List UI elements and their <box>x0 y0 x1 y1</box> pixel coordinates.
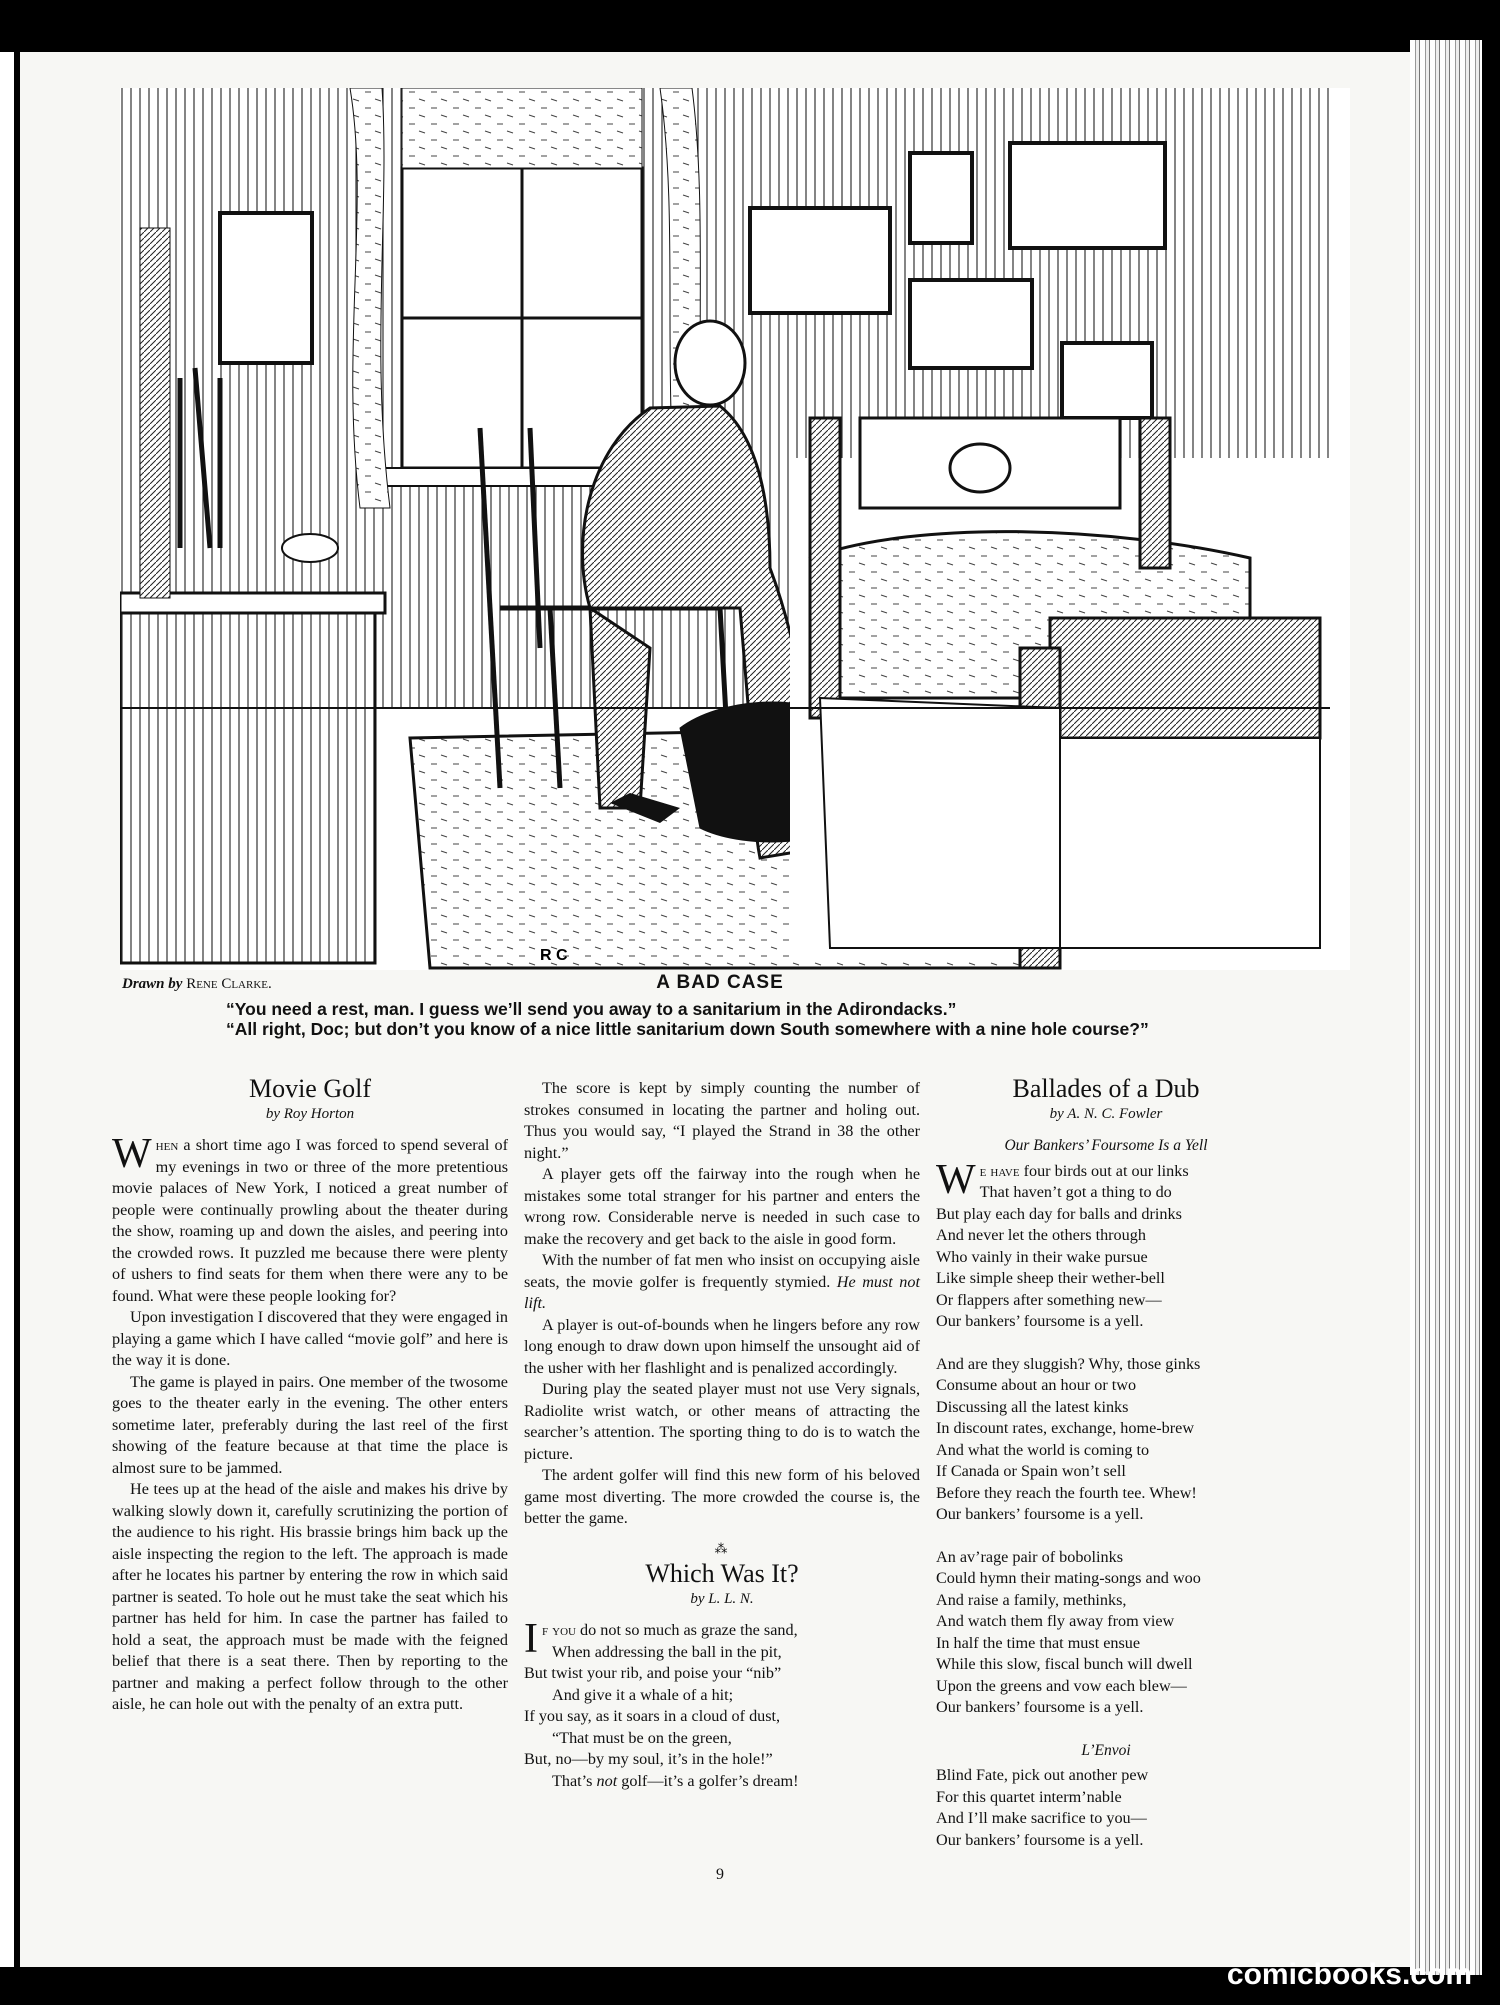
verse-line: But twist your rib, and poise your “nib” <box>524 1664 782 1682</box>
verse-line: In discount rates, exchange, home-brew <box>936 1419 1195 1437</box>
verse-line: Could hymn their mating-songs and woo <box>936 1569 1201 1587</box>
site-watermark: comicbooks.com <box>1226 1958 1472 1991</box>
caption-line-2: “All right, Doc; but don’t you know of a nice little sanitarium down South somewhere with a nine hole course?” <box>226 1019 1149 1039</box>
ornament: ⁂ <box>714 1540 730 1556</box>
book-page-edges <box>1410 40 1482 1975</box>
poem-title: Which Was It? <box>645 1559 799 1588</box>
emphasis: not <box>596 1771 618 1790</box>
verse-line: And what the world is coming to <box>936 1440 1150 1459</box>
stanza-3 <box>936 1547 1276 1719</box>
drop-cap: W <box>936 1156 976 1203</box>
verse-line: If Canada or Spain won’t sell <box>936 1462 1126 1480</box>
paragraph: A player is out-of-bounds when he lingers before any row long enough to draw down upon himself the unsought aid of the usher with her flashlight and is penalized accordingly. <box>524 1315 920 1377</box>
movie-golf-continued <box>524 1078 920 1792</box>
verse-line: “That must be on the green, <box>552 1728 732 1747</box>
poem-title: Ballades of a Dub <box>1012 1074 1200 1103</box>
paragraph: A player gets off the fairway into the rough when he mistakes some total stranger for his partner and enters the wrong row. Considerable nerve is needed in such case to make the recovery and get back to the aisle in good form. <box>524 1165 920 1248</box>
verse-line: But play each day for balls and drinks <box>936 1204 1182 1223</box>
paragraph: During play the seated player must not use Very signals, Radiolite wrist watch, or other means of attracting the searcher’s attention. The sporting thing to do is to watch the picture. <box>524 1380 920 1463</box>
verse-line: Like simple sheep their wether-bell <box>936 1269 1165 1287</box>
article-byline: by Roy Horton <box>265 1105 355 1122</box>
verse-line: And give it a whale of a hit; <box>552 1685 734 1704</box>
drop-cap: I <box>524 1616 538 1662</box>
paragraph: He tees up at the head of the aisle and makes his drive by walking slowly down it, carefully scrutinizing the portion of the audience to his right. His brassie brings him back up the aisle inspecting the region to the left. The approach is made after he locates his partner by entering the row in which said partner is seated. To hole out he must take the seat which his partner has held for him. In case the partner has failed to hold a seat, the approach must be made with the feigned belief that there is a seat there. Then by reporting to the partner and making a perfect follow through to the other aisle, he can hole out with the penalty of an extra putt. <box>112 1480 508 1713</box>
poem-byline: by A. N. C. Fowler <box>1049 1105 1163 1122</box>
paragraph: a short time ago I was forced to spend several of my evenings in two or three of the more pretentious movie palaces of New York, I noticed a great number of people were continually prowling about the theater during the show, roaming up and down the aisles, and peering into the crowded rows. It puzzled me because there were plenty of ushers to find seats for them when there were any to be found. What were these people looking for? <box>112 1136 508 1305</box>
credit-name: Rene Clarke. <box>186 976 272 992</box>
verse-line: In half the time that must ensue <box>936 1633 1141 1652</box>
caption-line-1: “You need a rest, man. I guess we’ll send you away to a sanitarium in the Adirondacks.” <box>226 999 957 1019</box>
movie-golf-article <box>112 1074 508 1716</box>
verse-line: Upon the greens and vow each blew— <box>936 1676 1187 1695</box>
verse-line: Our bankers’ foursome is a yell. <box>936 1698 1144 1716</box>
verse-line: But, no—by my soul, it’s in the hole!” <box>524 1750 773 1768</box>
verse-line: And I’ll make sacrifice to you— <box>936 1809 1147 1827</box>
stanza-2 <box>936 1354 1276 1526</box>
paragraph: The ardent golfer will find this new form of his beloved game most diverting. The more crowded the course is, the better the game. <box>524 1466 920 1527</box>
verse-line: That haven’t got a thing to do <box>979 1183 1172 1201</box>
stanza-1 <box>936 1156 1276 1333</box>
left-page-edge <box>0 52 14 1967</box>
envoi-stanza <box>936 1765 1276 1851</box>
envoi-title: L’Envoi <box>1081 1741 1131 1759</box>
poem-verse <box>524 1616 920 1792</box>
poem-byline: by L. L. N. <box>690 1590 754 1607</box>
verse-line <box>524 1771 920 1793</box>
verse-line: And watch them fly away from view <box>936 1612 1175 1630</box>
verse-line: Who vainly in their wake pursue <box>936 1247 1148 1266</box>
verse-line: four birds out at our links <box>1019 1161 1189 1180</box>
paragraph: Upon investigation I discovered that they were engaged in playing a game which I have called “movie golf” and here is the way it is done. <box>112 1308 508 1369</box>
credit-prefix: Drawn by <box>122 976 183 992</box>
verse-line: Discussing all the latest kinks <box>936 1397 1129 1416</box>
lead-word: e have <box>979 1161 1020 1180</box>
verse-line: When addressing the ball in the pit, <box>552 1642 782 1661</box>
verse-line: Blind Fate, pick out another pew <box>936 1766 1149 1784</box>
verse-line: Our bankers’ foursome is a yell. <box>936 1312 1144 1330</box>
verse-line: do not so much as graze the sand, <box>576 1621 798 1639</box>
paragraph <box>524 1250 920 1315</box>
emphasis: He must not lift. <box>524 1272 920 1312</box>
verse-line: Our bankers’ foursome is a yell. <box>936 1505 1144 1523</box>
verse-text: That’s <box>552 1771 597 1790</box>
verse-line: And are they sluggish? Why, those ginks <box>936 1354 1201 1373</box>
paragraph: The game is played in pairs. One member of the twosome goes to the theater early in the evening. The other enters sometime later, preferably during the last reel of the first showing of the feature because at that time the place is almost sure to be jammed. <box>112 1372 508 1477</box>
verse-line: Before they reach the fourth tee. Whew! <box>936 1483 1197 1502</box>
verse-text: golf—it’s a golfer’s dream! <box>617 1771 799 1790</box>
verse-line: Our bankers’ foursome is a yell. <box>936 1830 1144 1849</box>
paragraph-text: With the number of fat men who insist on occupying aisle seats, the movie golfer is frequently stymied. <box>524 1251 920 1291</box>
verse-line: If you say, as it soars in a cloud of dust, <box>524 1707 781 1725</box>
drop-cap: W <box>112 1131 152 1177</box>
verse-line: Or flappers after something new— <box>936 1290 1162 1309</box>
paragraph: The score is kept by simply counting the number of strokes consumed in locating the partner and holing out. Thus you would say, “I played the Strand in 38 the other night.” <box>524 1079 920 1162</box>
cartoon-title: A BAD CASE <box>656 972 784 993</box>
verse-line: And raise a family, methinks, <box>936 1590 1127 1609</box>
verse-line: And never let the others through <box>936 1226 1146 1244</box>
article-title: Movie Golf <box>248 1074 372 1103</box>
page-number: 9 <box>716 1866 724 1883</box>
verse-line: An av’rage pair of bobolinks <box>936 1547 1124 1566</box>
bed-with-patient <box>790 418 1330 968</box>
cartoon-illustration <box>120 88 1350 970</box>
verse-line: Consume about an hour or two <box>936 1376 1137 1394</box>
cartoon-caption <box>182 999 1302 1039</box>
lead-word: f you <box>542 1621 576 1639</box>
ballades-poem <box>936 1074 1276 1851</box>
poem-subtitle: Our Bankers’ Foursome Is a Yell <box>1004 1137 1208 1154</box>
artist-signature: R C <box>540 947 568 964</box>
lead-word: hen <box>155 1136 179 1154</box>
verse-line: For this quartet interm’nable <box>936 1787 1122 1806</box>
verse-line: While this slow, fiscal bunch will dwell <box>936 1655 1193 1673</box>
